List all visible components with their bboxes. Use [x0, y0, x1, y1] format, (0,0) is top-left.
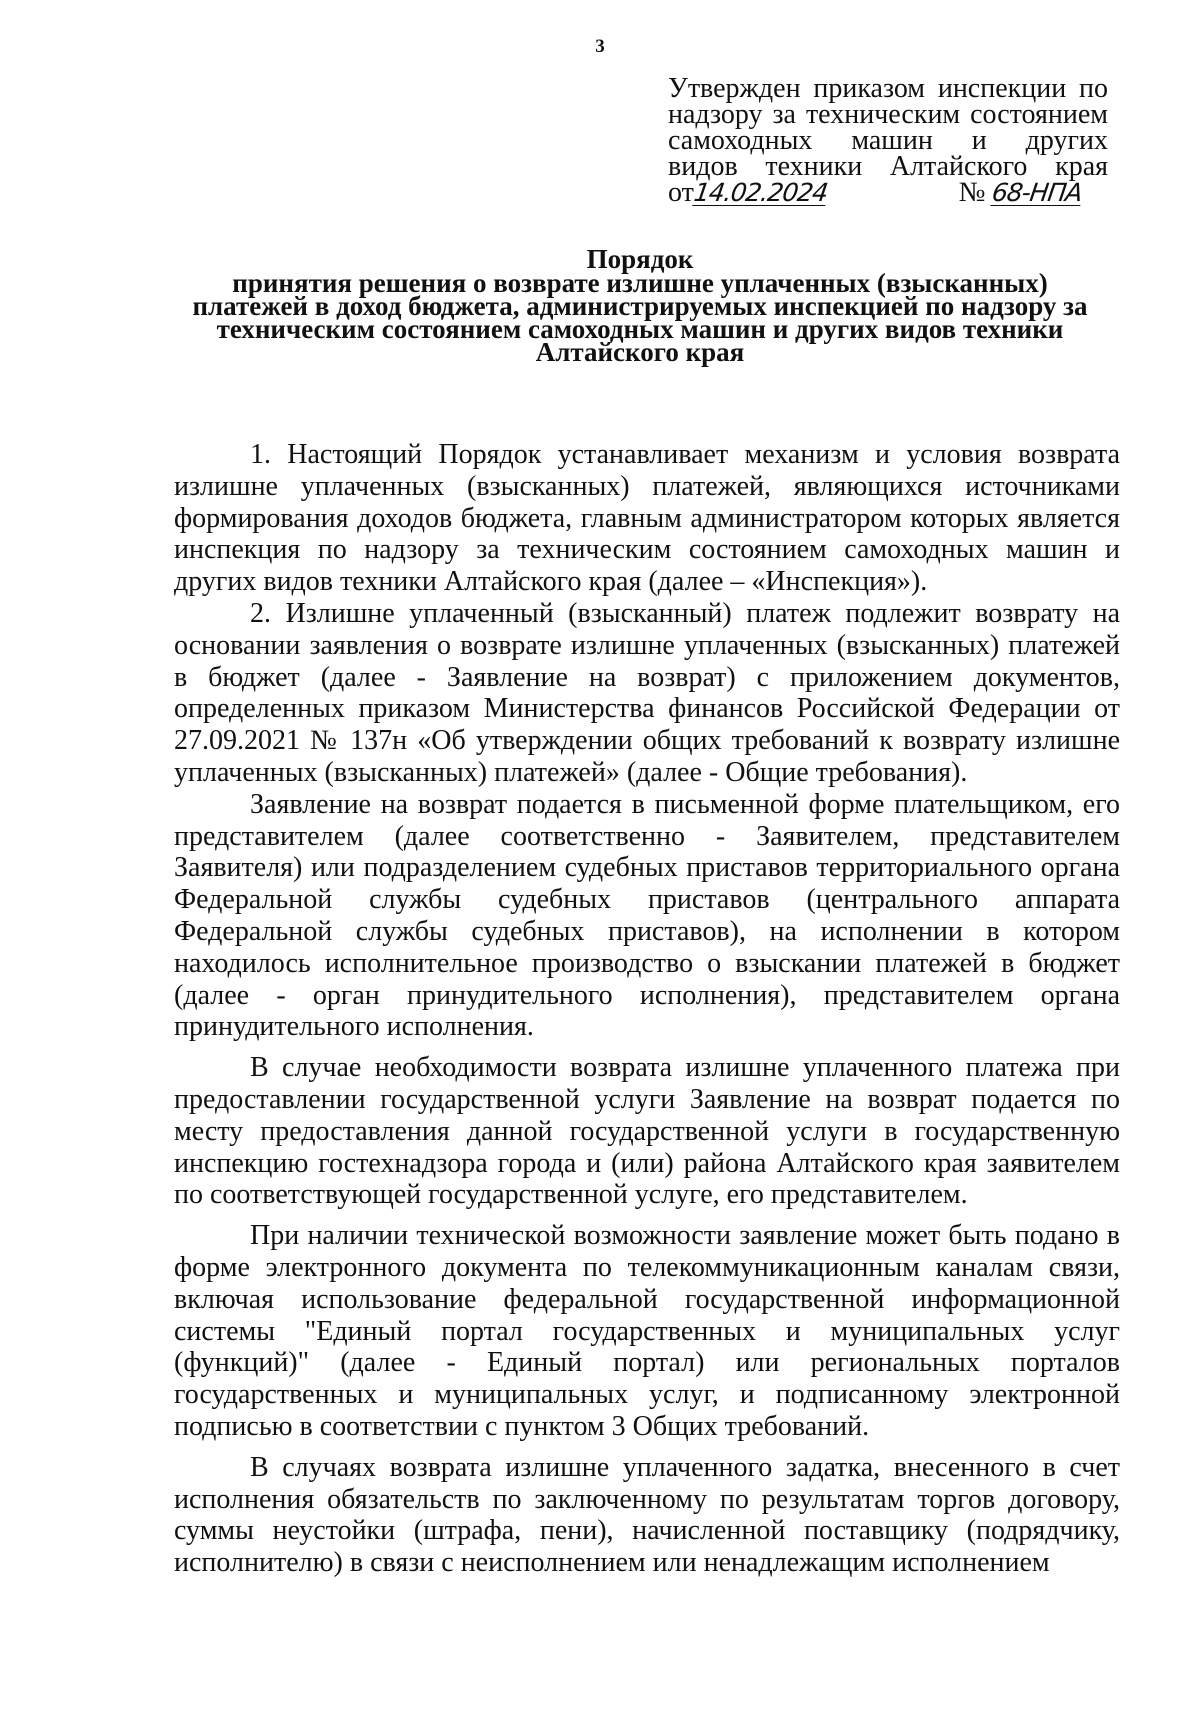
- document-title-block: [150, 244, 1130, 367]
- body-paragraph: В случае необходимости возврата излишне уплаченного платежа при предоставлении государственной услуги Заявление на возврат подается по месту предоставления данной государственной услуги в государственную инспекцию гостехнадзора города и (или) района Алтайского края заявителем по соответствующей государственной услуге, его представителем.: [174, 1052, 1120, 1211]
- approval-number: [958, 177, 1085, 208]
- body-paragraph: В случаях возврата излишне уплаченного задатка, внесенного в счет исполнения обязательств по заключенному по результатам торгов договору, суммы неустойки (штрафа, пени), начисленной поставщику (подрядчику, исполнителю) в связи с неисполнением или ненадлежащим исполнением: [174, 1451, 1120, 1579]
- date-prefix: от: [668, 177, 694, 208]
- handwritten-date: 14.02.2024: [691, 178, 830, 207]
- title-line: принятия решения о возврате излишне уплаченных (взысканных): [232, 268, 1048, 298]
- body-paragraph: Заявление на возврат подается в письменной форме плательщиком, его представителем (далее соответственно - Заявителем, представителем Заявителя) или подразделением судебных приставов территориального органа Федеральной службы судебных приставов (центрального аппарата Федеральной службы судебных приставов), на исполнении в котором находилось исполнительное производство о взыскании платежей в бюджет (далее - орган принудительного исполнения), представителем органа принудительного исполнения.: [174, 788, 1120, 1043]
- title-line: платежей в доход бюджета, администрируемых инспекцией по надзору за: [192, 291, 1088, 321]
- body-paragraph: 2. Излишне уплаченный (взысканный) платеж подлежит возврату на основании заявления о возврате излишне уплаченных (взысканных) платежей в бюджет (далее - Заявление на возврат) с приложением документов, определенных приказом Министерства финансов Российской Федерации от 27.09.2021 № 137н «Об утверждении общих требований к возврату излишне уплаченных (взысканных) платежей» (далее - Общие требования).: [174, 597, 1120, 788]
- approval-stamp-block: [668, 73, 1108, 208]
- approval-line: Утвержден приказом инспекции по: [668, 73, 1108, 104]
- approval-date: [668, 177, 830, 208]
- approval-line: видов техники Алтайского края: [668, 151, 1108, 182]
- approval-line: самоходных машин и других: [668, 125, 1108, 156]
- title-line: Алтайского края: [535, 337, 745, 367]
- title-line: техническим состоянием самоходных машин и других видов техники: [216, 314, 1064, 344]
- body-paragraph: 1. Настоящий Порядок устанавливает механизм и условия возврата излишне уплаченных (взысканных) платежей, являющихся источниками формирования доходов бюджета, главным администратором которых является инспекция по надзору за техническим состоянием самоходных машин и других видов техники Алтайского края (далее – «Инспекция»).: [174, 439, 1120, 598]
- approval-line: надзору за техническим состоянием: [668, 99, 1108, 130]
- handwritten-number: 68-НПА: [990, 178, 1085, 207]
- document-title: Порядок: [586, 244, 694, 274]
- approval-date-number-row: [668, 177, 1108, 208]
- body-paragraph: При наличии технической возможности заявление может быть подано в форме электронного документа по телекоммуникационным каналам связи, включая использование федеральной государственной информационной системы "Единый портал государственных и муниципальных услуг (функций)" (далее - Единый портал) или региональных порталов государственных и муниципальных услуг, и подписанному электронной подписью в соответствии с пунктом 3 Общих требований.: [174, 1220, 1120, 1442]
- page-number: 3: [595, 36, 605, 57]
- document-body: [174, 439, 1120, 1579]
- number-prefix: №: [958, 177, 986, 208]
